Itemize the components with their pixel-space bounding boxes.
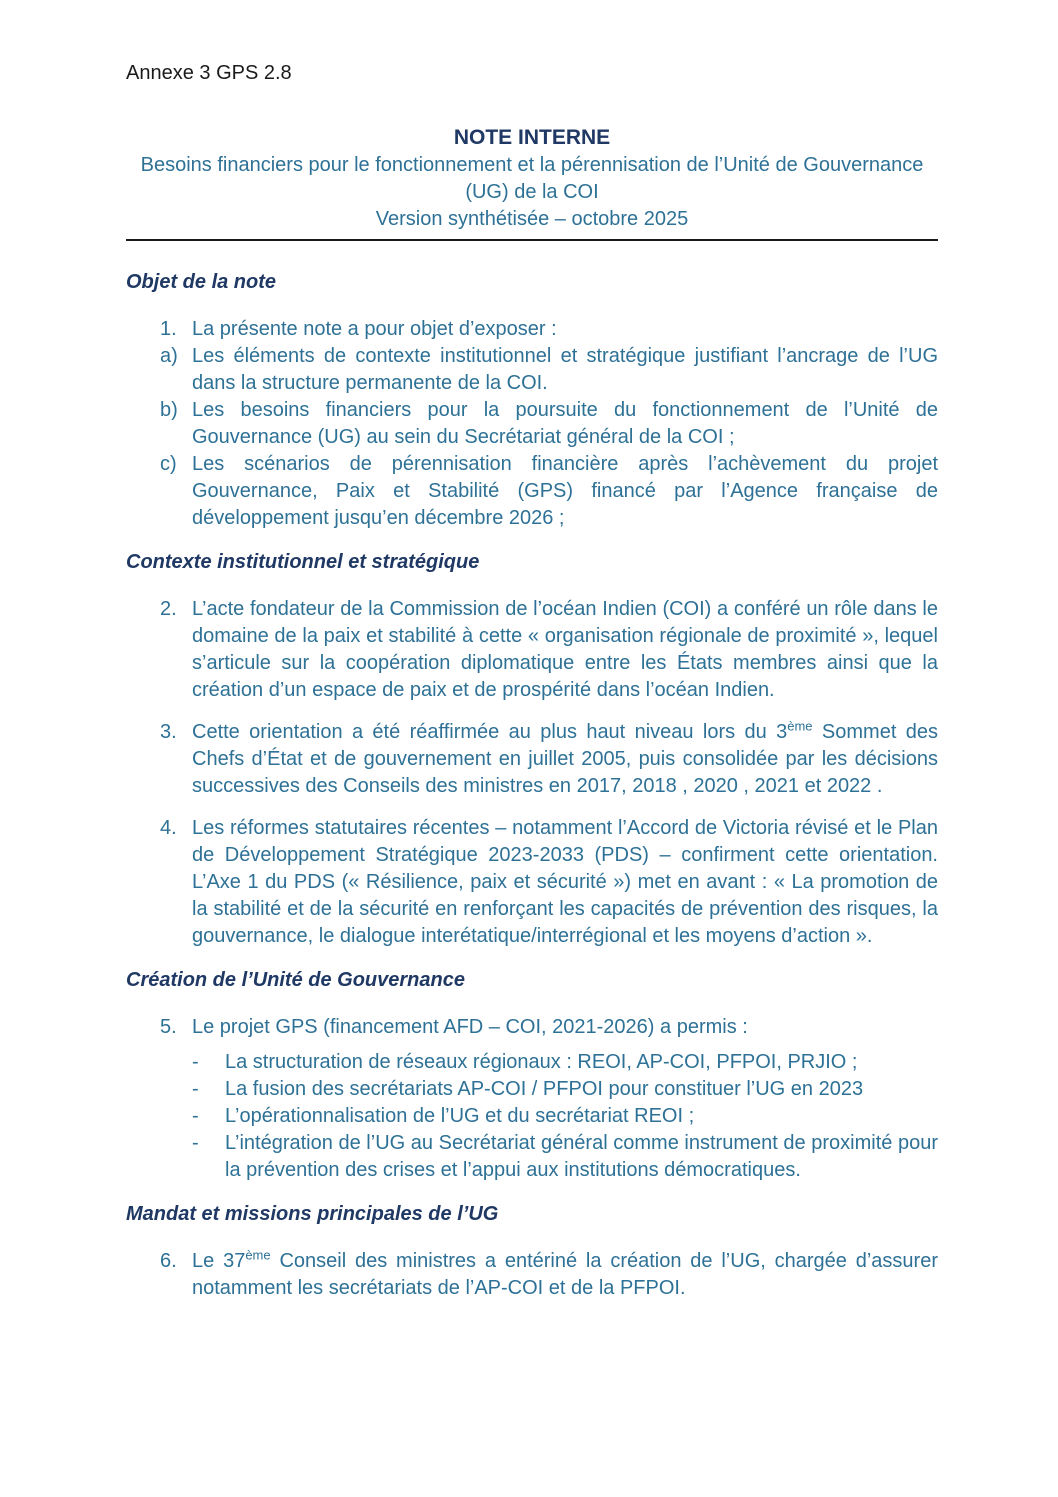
list-sub-item [126,1103,938,1130]
list-item [126,1248,938,1302]
section-heading-objet: Objet de la note [126,271,277,293]
list-marker: c) [160,453,177,475]
dash-marker: - [192,1132,199,1154]
section-heading-mandat: Mandat et missions principales de l’UG [126,1203,499,1225]
ordinal-superscript: ème [787,718,813,734]
section-heading-contexte: Contexte institutionnel et stratégique [126,551,480,573]
list-item-text: Cette orientation a été réaffirmée au plus haut niveau lors du 3 [192,721,788,743]
list-item-text: Les réformes statutaires récentes – notamment l’Accord de Victoria révisé et le Plan de Développement Stratégique 2023-2033 (PDS) – confirment cette orientation. L’Axe 1 du PDS (« Résilience, paix et sécurité ») met en avant : « La promotion de la stabilité et de la sécurité en renforçant les capacités de prévention des risques, la gouvernance, le dialogue interétatique/interrégional et les moyens d’action ». [192,817,938,947]
document-title: NOTE INTERNE [453,126,611,149]
list-marker: 6. [160,1250,177,1272]
list-item-text: La structuration de réseaux régionaux : REOI, AP-COI, PFPOI, PRJIO ; [225,1051,858,1073]
list-item [126,316,938,343]
list-sub-item [126,1049,938,1076]
list-sub-item [126,1130,938,1184]
list-marker: 5. [160,1016,177,1038]
list-item-text: Les scénarios de pérennisation financière après l’achèvement du projet Gouvernance, Paix et Stabilité (GPS) financé par l’Agence française de développement jusqu’en décembre 2026 ; [192,453,938,529]
list-item [126,596,938,704]
document-subtitle: Besoins financiers pour le fonctionnement et la pérennisation de l’Unité de Gouvernance (UG) de la COI [140,154,924,203]
list-item-text: Le 37 [192,1250,246,1272]
document-version-line: Version synthétisée – octobre 2025 [375,208,689,230]
section-heading-creation: Création de l’Unité de Gouvernance [126,969,465,991]
ordinal-superscript: ème [245,1247,271,1263]
dash-marker: - [192,1078,199,1100]
list-item-text: Sommet des Chefs d’État et de gouvernement en juillet 2005, puis consolidée par les décisions successives des Conseils des ministres en 2017, 2018 , 2020 , 2021 et 2022 . [192,721,938,797]
dash-marker: - [192,1105,199,1127]
list-marker: 2. [160,598,177,620]
list-item [126,719,938,800]
list-marker: a) [160,345,178,367]
list-item [126,451,938,532]
list-item-text: L’acte fondateur de la Commission de l’océan Indien (COI) a conféré un rôle dans le domaine de la paix et stabilité à cette « organisation régionale de proximité », lequel s’articule sur la coopération diplomatique entre les États membres ainsi que la création d’un espace de paix et de prospérité dans l’océan Indien. [192,598,938,701]
list-item-text: L’intégration de l’UG au Secrétariat général comme instrument de proximité pour la prévention des crises et l’appui aux institutions démocratiques. [225,1132,938,1181]
annex-label: Annexe 3 GPS 2.8 [126,62,292,84]
list-item-text: La fusion des secrétariats AP-COI / PFPOI pour constituer l’UG en 2023 [225,1078,864,1100]
list-marker: 3. [160,721,177,743]
list-item [126,343,938,397]
list-marker: b) [160,399,178,421]
list-item [126,815,938,950]
list-item-text: La présente note a pour objet d’exposer : [192,318,557,340]
list-item [126,1014,938,1041]
list-item-text: Conseil des ministres a entériné la création de l’UG, chargée d’assurer notamment les secrétariats de l’AP-COI et de la PFPOI. [192,1250,938,1299]
list-marker: 4. [160,817,177,839]
dash-marker: - [192,1051,199,1073]
list-item-text: L’opérationnalisation de l’UG et du secrétariat REOI ; [225,1105,695,1127]
list-marker: 1. [160,318,177,340]
list-item-text: Les besoins financiers pour la poursuite du fonctionnement de l’Unité de Gouvernance (UG) au sein du Secrétariat général de la COI ; [192,399,938,448]
list-sub-item [126,1076,938,1103]
list-item-text: Le projet GPS (financement AFD – COI, 2021-2026) a permis : [192,1016,748,1038]
list-item-text: Les éléments de contexte institutionnel et stratégique justifiant l’ancrage de l’UG dans la structure permanente de la COI. [192,345,938,394]
title-block [126,123,938,241]
list-item [126,397,938,451]
